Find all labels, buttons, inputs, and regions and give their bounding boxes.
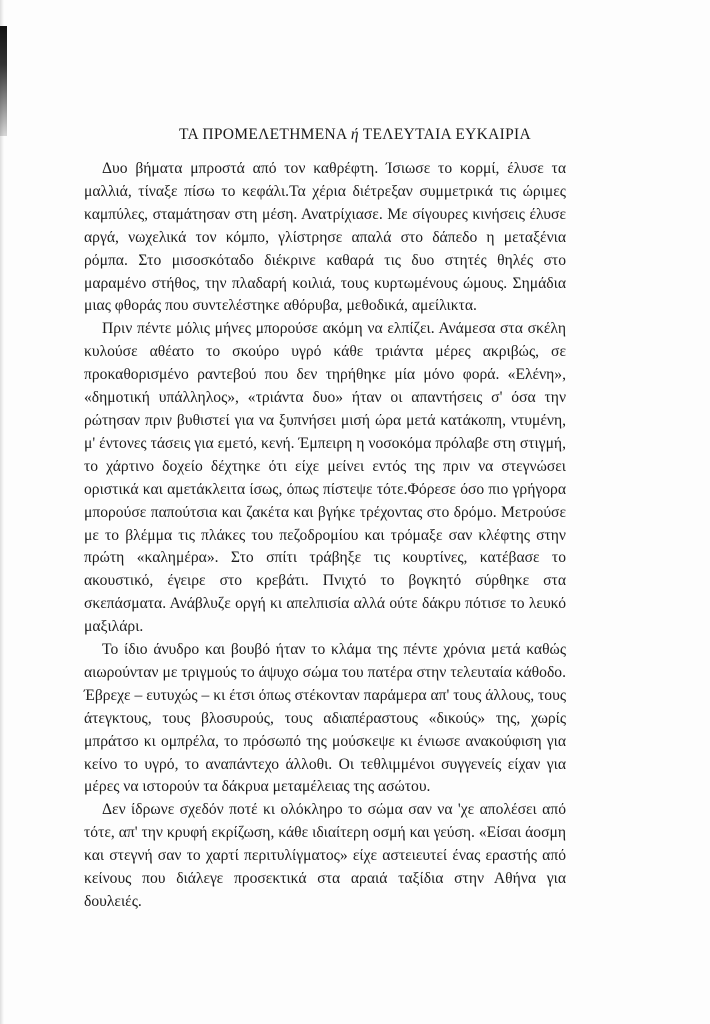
title-conjunction: ή bbox=[350, 126, 359, 143]
page-title bbox=[0, 126, 710, 144]
binding-edge-mark bbox=[0, 26, 7, 136]
title-part-2: ΤΕΛΕΥΤΑΙΑ ΕΥΚΑΙΡΙΑ bbox=[358, 126, 531, 143]
body-text bbox=[84, 158, 566, 914]
paragraph-1: Δυο βήματα μπροστά από τον καθρέφτη. Ίσιωσε το κορμί, έλυσε τα μαλλιά, τίναξε πίσω το κεφάλι.Τα χέρια διέτρεξαν συμμετρικά τις ώριμες καμπύλες, σταμάτησαν στη μέση. Ανατρίχιασε. Με σίγουρες κινήσεις έλυσε αργά, νωχελικά τον κόμπο, γλίστρησε απαλά στο δάπεδο η μεταξένια ρόμπα. Στο μισοσκόταδο διέκρινε καθαρά τις δυο στητές θηλές στο μαραμένο στήθος, την πλαδαρή κοιλιά, τους κυρτωμένους ώμους. Σημάδια μιας φθοράς που συντελέστηκε αθόρυβα, μεθοδικά, αμείλικτα. bbox=[84, 160, 566, 315]
page-edge-shadow bbox=[0, 0, 4, 1024]
paragraph-4: Δεν ίδρωνε σχεδόν ποτέ κι ολόκληρο το σώμα σαν να 'χε απολέσει από τότε, απ' την κρυφή εκρίζωση, κάθε ιδιαίτερη οσμή και γεύση. «Είσαι άοσμη και στεγνή σαν το χαρτί περιτυλίγματος» είχε αστειευτεί ένας εραστής από κείνους που διάλεγε προσεκτικά στα αραιά ταξίδια στην Αθήνα για δουλειές. bbox=[84, 801, 566, 910]
paragraph-2: Πριν πέντε μόλις μήνες μπορούσε ακόμη να ελπίζει. Ανάμεσα στα σκέλη κυλούσε αθέατο το σκούρο υγρό κάθε τριάντα μέρες ακριβώς, σε προκαθορισμένο ραντεβού που δεν τηρήθηκε μία μόνο φορά. «Ελένη», «δημοτική υπάλληλος», «τριάντα δυο» ήταν οι απαντήσεις σ' όσα την ρώτησαν πριν βυθιστεί για να ξυπνήσει μισή ώρα μετά κατάκοπη, ντυμένη, μ' έντονες τάσεις για εμετό, κενή. Έμπειρη η νοσοκόμα πρόλαβε στη στιγμή, το χάρτινο δοχείο δέχτηκε ότι είχε μείνει εντός της πριν να στεγνώσει οριστικά και αμετάκλειτα ίσως, όπως πίστεψε τότε.Φόρεσε όσο πιο γρήγορα μπορούσε παπούτσια και ζακέτα και βγήκε τρέχοντας στο δρόμο. Μετρούσε με το βλέμμα τις πλάκες του πεζοδρομίου και τρόμαξε σαν κλέφτης στην πρώτη «καλημέρα». Στο σπίτι τράβηξε τις κουρτίνες, κατέβασε το ακουστικό, έγειρε στο κρεβάτι. Πνιχτό το βογκητό σύρθηκε στα σκεπάσματα. Ανάβλυζε οργή κι απελπισία αλλά ούτε δάκρυ πότισε το λευκό μαξιλάρι. bbox=[84, 320, 566, 636]
title-part-1: ΤΑ ΠΡΟΜΕΛΕΤΗΜΕΝΑ bbox=[179, 126, 351, 143]
paragraph-3: Το ίδιο άνυδρο και βουβό ήταν το κλάμα της πέντε χρόνια μετά καθώς αιωρούνταν με τριγμούς το άψυχο σώμα του πατέρα στην τελευταία κάθοδο. Έβρεχε – ευτυχώς – κι έτσι όπως στέκονταν παράμερα απ' τους άλλους, τους άτεγκτους, τους βλοσυρούς, τους αδιαπέραστους «δικούς» της, χωρίς μπράτσο κι ομπρέλα, το πρόσωπό της μούσκεψε κι ένιωσε ανακούφιση για κείνο το υγρό, το αναπάντεχο άλλοθι. Οι τεθλιμμένοι συγγενείς είχαν για μέρες να ιστορούν τα δάκρυα μεταμέλειας της ασώτου. bbox=[84, 641, 566, 796]
